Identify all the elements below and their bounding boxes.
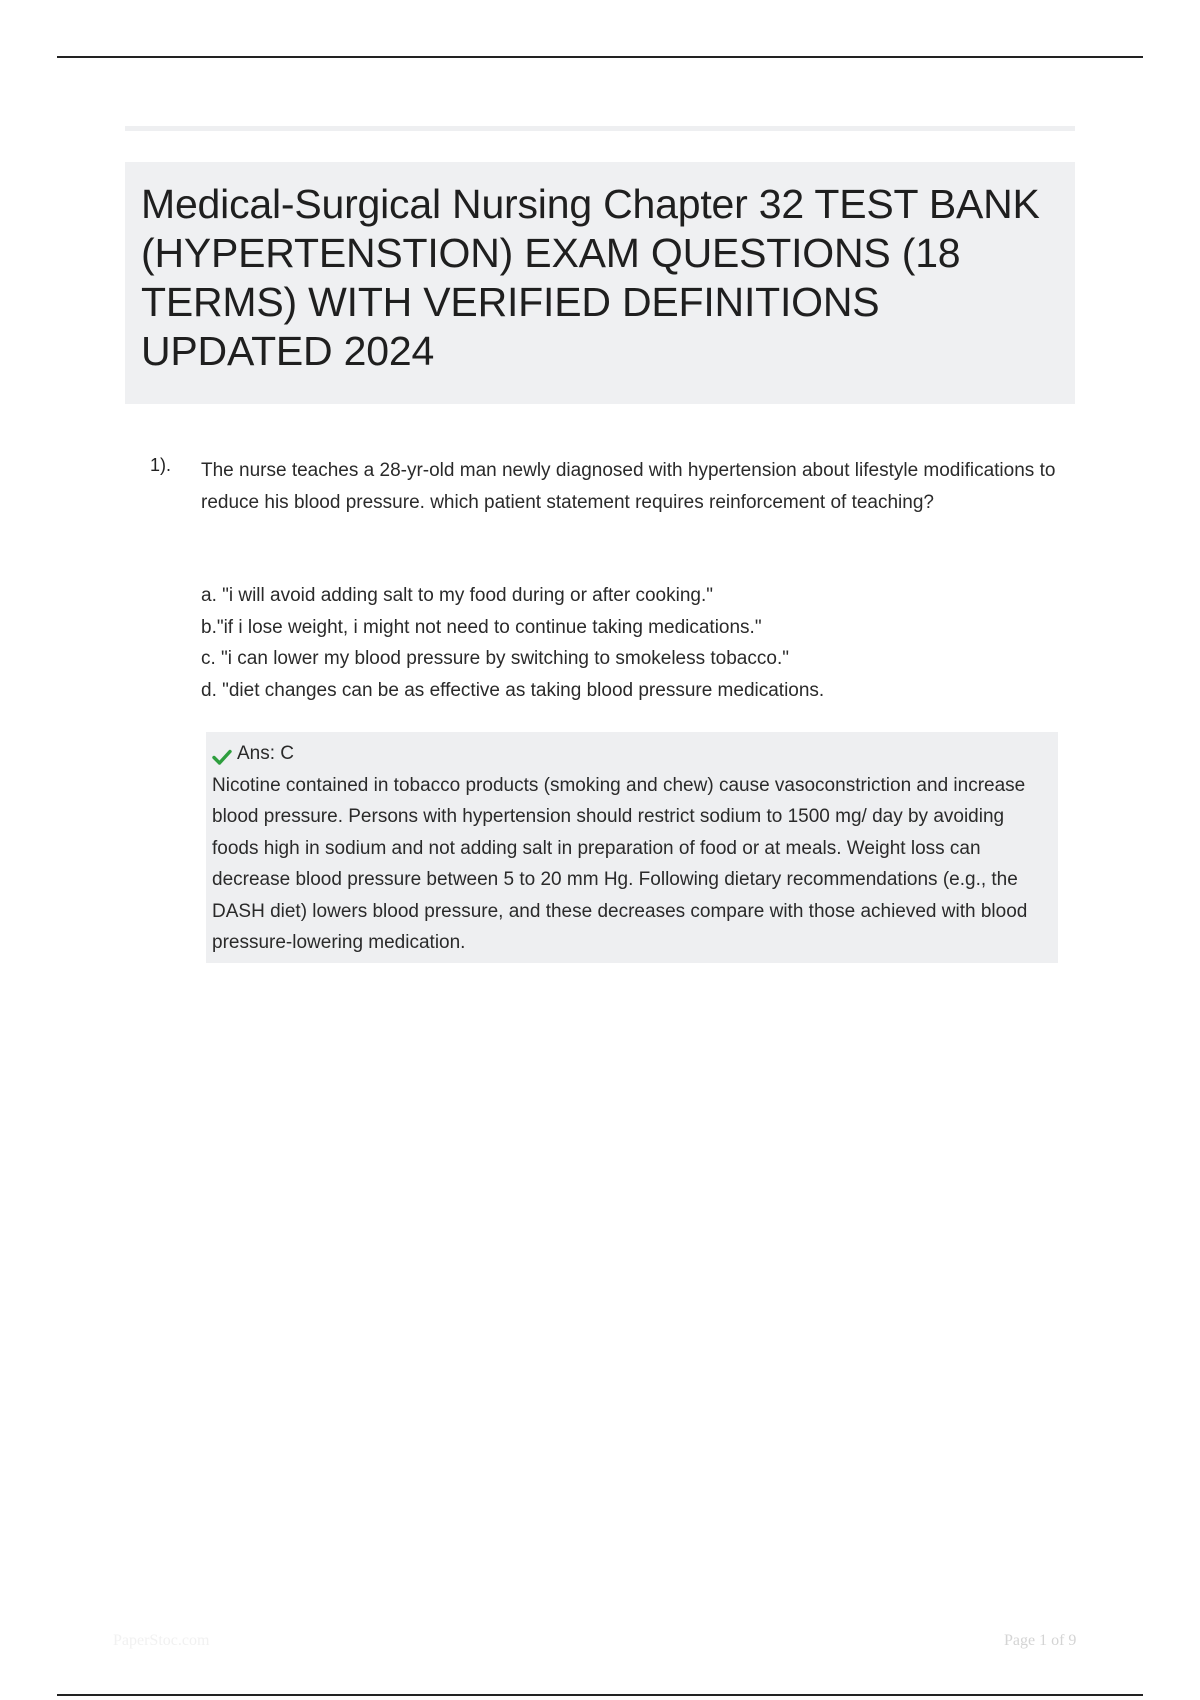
- footer-rule: [57, 1694, 1143, 1696]
- header-rule: [57, 56, 1143, 58]
- question-number: 1).: [150, 455, 172, 475]
- title-banner: [125, 162, 1075, 404]
- answer-rationale: Nicotine contained in tobacco products (smoking and chew) cause vasoconstriction and increase blood pressure. Persons with hypertension should restrict sodium to 1500 mg/ day by avoiding foods high in sodium and not adding salt in preparation of food or at meals. Weight loss can decrease blood pressure between 5 to 20 mm Hg. Following dietary recommendations (e.g., the DASH diet) lowers blood pressure, and these decreases compare with those achieved with blood pressure-lowering medication.: [212, 774, 1028, 953]
- option-c: c. "i can lower my blood pressure by switching to smokeless tobacco.": [201, 648, 789, 669]
- separator: [125, 126, 1075, 131]
- answer-label: Ans: C: [237, 743, 295, 764]
- answer-line: [212, 738, 1052, 770]
- page-indicator: Page 1 of 9: [1004, 1632, 1077, 1649]
- check-icon: [212, 745, 232, 763]
- footer-watermark: PaperStoc.com: [113, 1632, 210, 1649]
- option-b: b."if i lose weight, i might not need to continue taking medications.": [201, 616, 762, 638]
- question-stem: The nurse teaches a 28-yr-old man newly diagnosed with hypertension about lifestyle modifications to reduce his blood pressure. which patient statement requires reinforcement of teaching?: [201, 460, 1056, 513]
- answer-options: [201, 580, 1071, 706]
- option-d: d. "diet changes can be as effective as taking blood pressure medications.: [201, 679, 825, 701]
- option-a: a. "i will avoid adding salt to my food during or after cooking.": [201, 585, 713, 606]
- page-title: Medical-Surgical Nursing Chapter 32 TEST BANK (HYPERTENSTION) EXAM QUESTIONS (18 TERMS) WITH VERIFIED DEFINITIONS UPDATED 2024: [141, 181, 1040, 374]
- answer-box: [206, 732, 1058, 963]
